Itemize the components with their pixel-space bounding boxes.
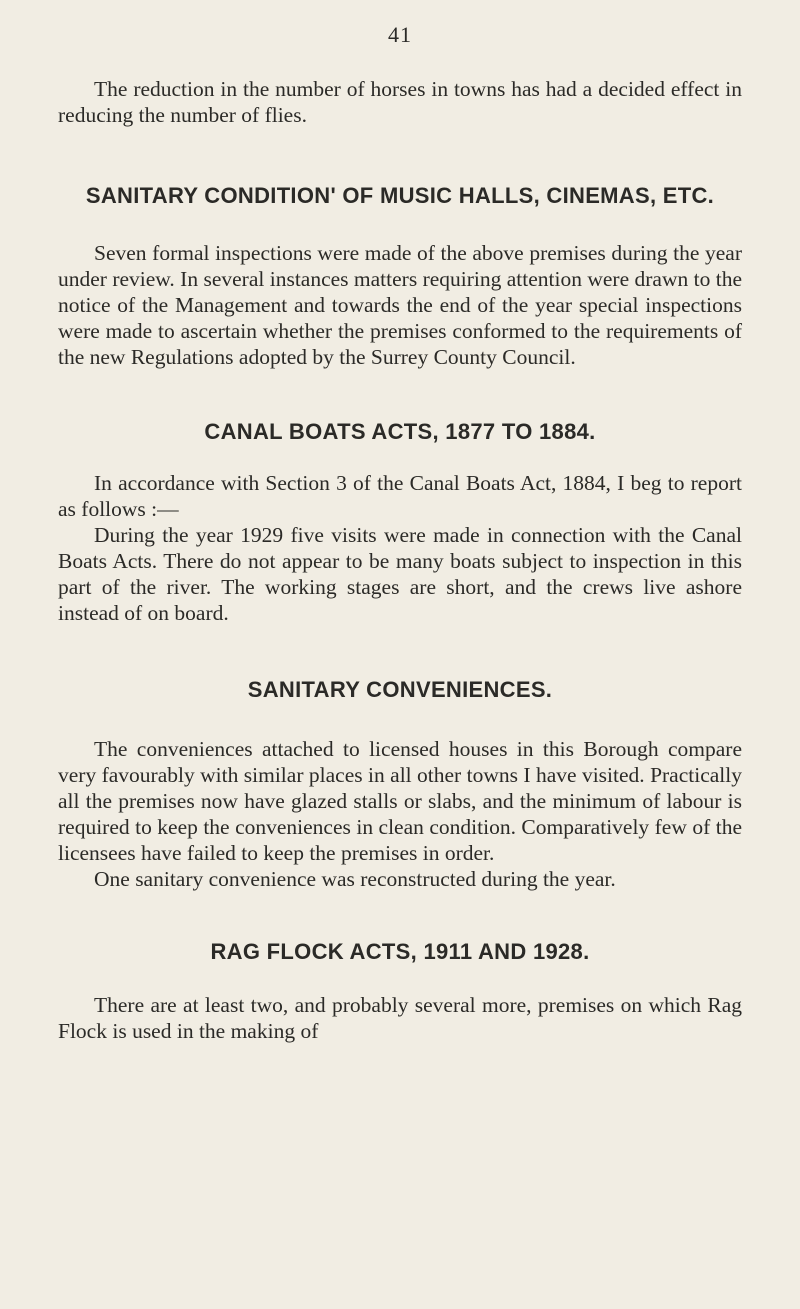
page-number: 41	[388, 22, 412, 47]
paragraph: One sanitary convenience was reconstructed during the year.	[94, 867, 616, 891]
paragraph: In accordance with Section 3 of the Canal Boats Act, 1884, I beg to report as follows :—	[58, 471, 742, 521]
section-heading-canal-boats: CANAL BOATS ACTS, 1877 TO 1884.	[204, 419, 596, 444]
section-heading-rag-flock: RAG FLOCK ACTS, 1911 AND 1928.	[210, 939, 590, 964]
paragraph: Seven formal inspections were made of the above premises during the year under review. In several instances matters requiring attention were drawn to the notice of the Management and towards the end of the year special inspections were made to ascertain whether the premises conformed to the requirements of the new Regulations adopted by the Surrey County Council.	[58, 241, 742, 369]
paragraph: There are at least two, and probably several more, premises on which Rag Flock is used in the making of	[58, 993, 742, 1043]
section-heading-music-halls: SANITARY CONDITION' OF MUSIC HALLS, CINEMAS, ETC.	[85, 183, 715, 208]
document-page	[58, 22, 742, 1044]
section-body-sanitary-conveniences	[58, 736, 742, 892]
paragraph: The conveniences attached to licensed houses in this Borough compare very favourably with similar places in all other towns I have visited. Practically all the premises now have glazed stalls or slabs, and the minimum of labour is required to keep the conveniences in clean condition. Comparatively few of the licensees have failed to keep the premises in order.	[58, 737, 742, 865]
paragraph: During the year 1929 five visits were made in connection with the Canal Boats Acts. There do not appear to be many boats subject to inspection in this part of the river. The working stages are short, and the crews live ashore instead of on board.	[58, 523, 742, 625]
section-body-rag-flock	[58, 992, 742, 1044]
section-heading-sanitary-conveniences: SANITARY CONVENIENCES.	[247, 677, 553, 702]
section-body-music-halls	[58, 240, 742, 370]
section-body-canal-boats	[58, 470, 742, 626]
intro-paragraph: The reduction in the number of horses in towns has had a decided effect in reducing the number of flies.	[58, 77, 742, 127]
